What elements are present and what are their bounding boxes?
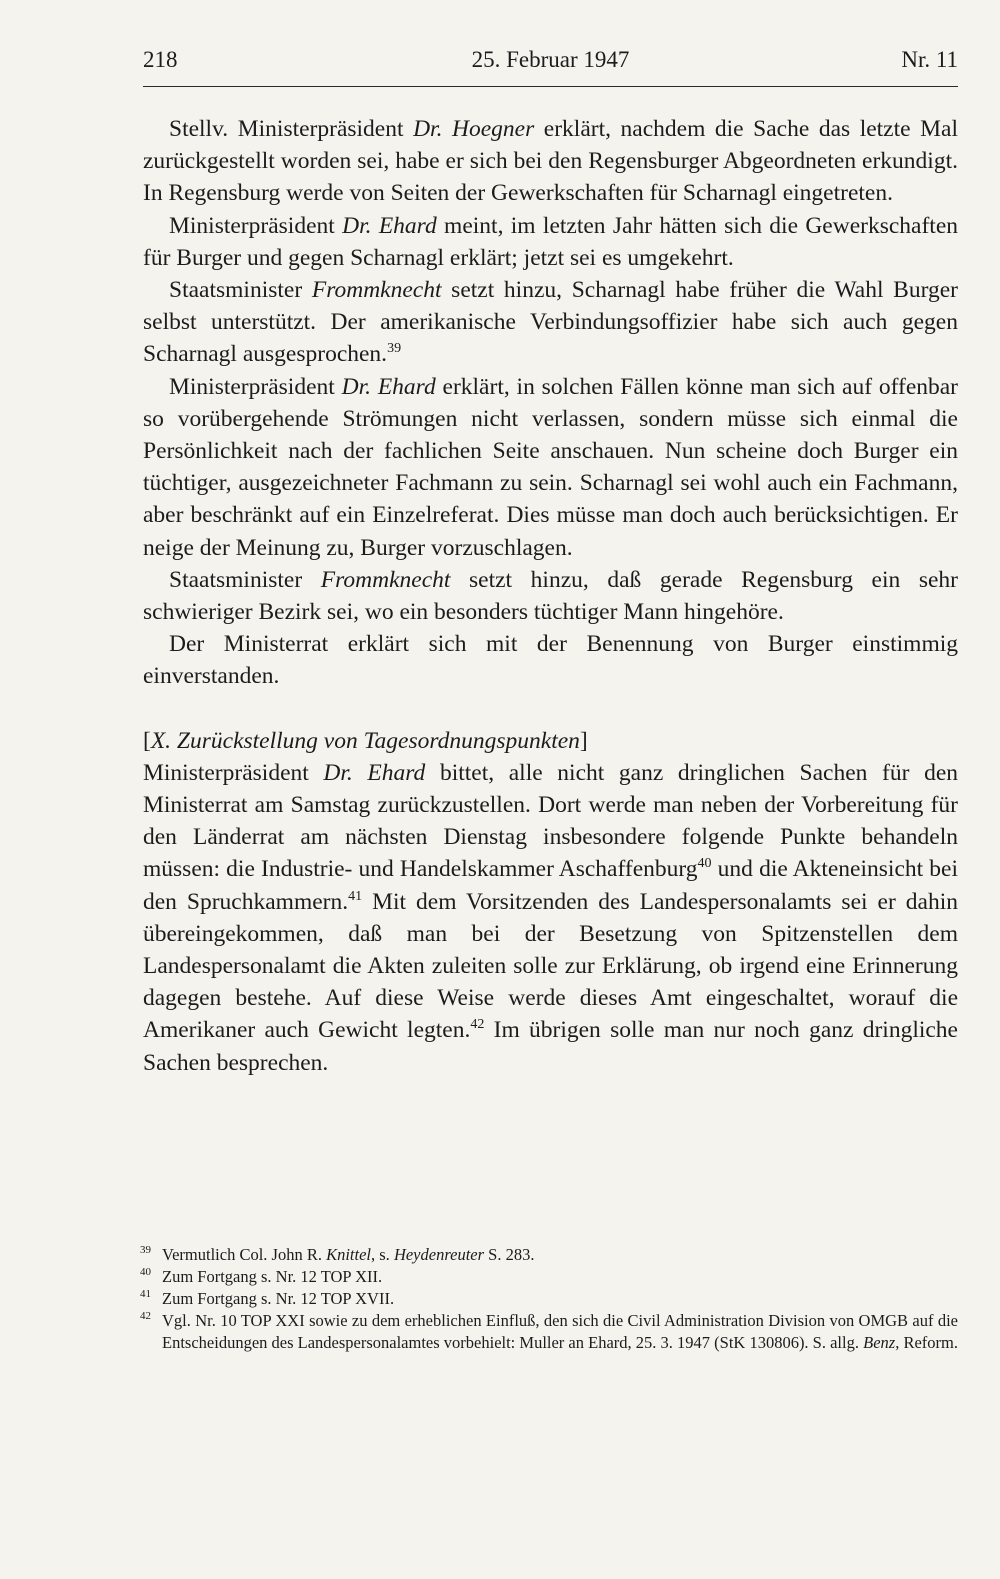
footnote-number: 39 [140,1244,151,1256]
paragraph-ehard-3 [143,757,958,1079]
paragraph-ministerrat [143,628,958,692]
header-date: 25. Februar 1947 [471,47,630,72]
footnote-number: 41 [140,1288,151,1300]
text-run: und die Akteneinsicht bei den Spruchkammern. [143,856,958,915]
text-run: Zum Fortgang s. Nr. 12 TOP XII. [162,1267,383,1286]
footnote-ref-39[interactable]: 39 [387,341,402,357]
footnote-ref-42[interactable]: 42 [470,1017,485,1033]
text-run: Ministerpräsident [143,759,324,786]
footnote-number: 40 [140,1266,151,1278]
speaker-name: Frommknecht [311,277,442,304]
main-text [143,113,958,1079]
text-run: setzt hinzu, daß gerade Regensburg ein sehr schwieriger Bezirk sei, wo ein besonders tüchtiger Mann hingehöre. [143,566,959,626]
speaker-name: Dr. Ehard [341,373,436,400]
text-run: Stellv. Ministerpräsident [169,116,414,142]
bracket-close: ] [579,727,588,754]
text-run: erklärt, in solchen Fällen könne man sich auf offenbar so vorübergehende Strömungen nicht verlassen, sondern müsse sich einmal die Persönlichkeit nach der fachlichen Seite anschauen. Nun scheine doch Burger ein tüchtiger, ausgezeichneter Fachmann zu sein. Scharnagl sei wohl auch ein Fachmann, aber beschränkt auf ein Einzelreferat. Dies müsse man doch auch berücksichtigen. Er neige der Meinung zu, Burger vorzuschlagen. [143,373,959,561]
text-run: Ministerpräsident [169,212,343,239]
speaker-name: Frommknecht [320,566,451,593]
footnote-ref-40[interactable]: 40 [697,856,712,872]
paragraph-hoegner [143,113,958,210]
name-italic: Benz [863,1333,896,1352]
text-run: , s. [371,1245,394,1264]
footnote-41 [140,1288,958,1310]
page-number: 218 [143,47,178,72]
section-heading-text: X. Zurückstellung von Tagesordnungspunkten [150,727,580,754]
paragraph-ehard-1 [143,210,958,274]
text-run: Mit dem Vorsitzenden des Landespersonalamts sei er dahin übereingekommen, daß man bei der Besetzung von Spitzenstellen dem Landespersonalamt die Akten zuleiten solle zur Erklärung, ob irgend eine Erinnerung dagegen bestehe. Auf diese Weise werde dieses Amt eingeschaltet, worauf die Amerikaner auch Gewicht legten. [143,888,958,1044]
name-italic: Knittel [326,1245,372,1264]
paragraph-ehard-2 [143,371,958,564]
paragraph-frommknecht-1 [143,274,958,371]
text-run: Im übrigen solle man nur noch ganz dringliche Sachen besprechen. [143,1017,958,1076]
bracket-open: [ [143,727,151,754]
text-run: bittet, alle nicht ganz dringlichen Sachen für den Ministerrat am Samstag zurückzustellen. Dort werde man neben der Vorbereitung für den Länderrat am nächsten Dienstag insbesondere folgende Punkte behandeln müssen: die Industrie- und Handelskammer Aschaffenburg [143,759,959,883]
speaker-name: Dr. Ehard [323,759,426,786]
footnote-42 [140,1310,958,1354]
document-number: Nr. 11 [901,47,958,72]
text-run: Zum Fortgang s. Nr. 12 TOP XVII. [162,1289,395,1308]
text-run: Der Ministerrat erklärt sich mit der Benennung von Burger einstimmig einverstanden. [143,631,958,690]
text-run: Staatsminister [169,277,312,304]
header-rule [143,86,958,87]
footnotes [140,1244,958,1354]
footnote-number: 42 [140,1310,151,1322]
footnote-ref-41[interactable]: 41 [348,888,363,904]
speaker-name: Dr. Hoegner [413,116,535,142]
text-run: erklärt, nachdem die Sache das letzte Mal zurückgestellt worden sei, habe er sich bei den Regensburger Abgeordneten erkundigt. In Regensburg werde von Seiten der Gewerkschaften für Scharnagl eingetreten. [143,116,958,207]
running-header [143,44,958,86]
text-run: Vgl. Nr. 10 TOP XXI sowie zu dem erheblichen Einfluß, den sich die Civil Administration Division von OMGB auf die Entscheidungen des Landespersonalamtes vorbehielt: Muller an Ehard, 25. 3. 1947 (StK 130806). S. allg. [162,1311,958,1352]
text-run: setzt hinzu, Scharnagl habe früher die Wahl Burger selbst unterstützt. Der amerikanische Verbindungsoffizier habe sich auch gegen Scharnagl ausgesprochen. [143,277,958,368]
text-run: meint, im letzten Jahr hätten sich die Gewerkschaften für Burger und gegen Scharnagl erklärt; jetzt sei es umgekehrt. [143,212,959,271]
text-run: Vermutlich Col. John R. [162,1245,327,1264]
text-run: , Reform. [895,1333,958,1352]
section-heading [143,725,958,757]
footnote-39 [140,1244,958,1266]
text-run: Staatsminister [169,566,321,593]
speaker-name: Dr. Ehard [342,212,437,239]
paragraph-frommknecht-2 [143,564,958,628]
name-italic: Heydenreuter [393,1245,485,1264]
text-run: Ministerpräsident [169,373,342,400]
footnote-40 [140,1266,958,1288]
text-run: S. 283. [484,1245,535,1264]
